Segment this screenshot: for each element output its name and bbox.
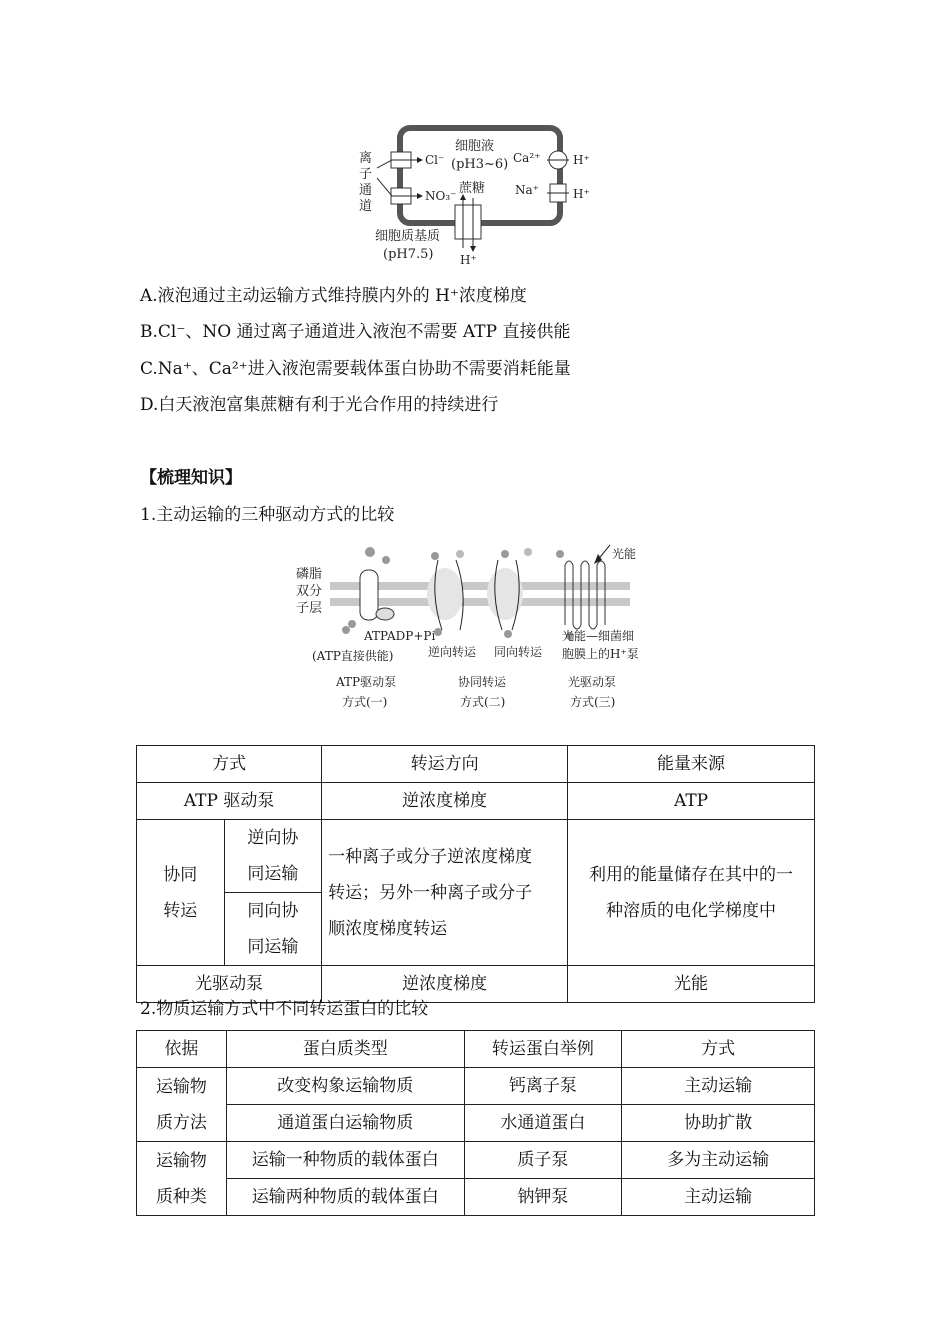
co-energy-text: 利用的能量储存在其中的一种溶质的电化学梯度中	[589, 864, 794, 921]
table-row	[137, 746, 815, 783]
light-note-2: 胞膜上的H⁺泵	[562, 647, 639, 661]
atp-adp-label: ATPADP+Pi	[364, 629, 436, 643]
table-cell: 逆浓度梯度	[322, 783, 568, 820]
light-note-1: 光能—细菌细	[562, 629, 635, 643]
h-label-mid: H⁺	[573, 187, 590, 201]
caption-2-line1: 协同转运	[458, 675, 507, 689]
co-direction-cell	[322, 820, 568, 966]
table-cell: ATP	[568, 783, 815, 820]
table-cell: ATP 驱动泵	[137, 783, 322, 820]
vacuole-diagram	[355, 120, 605, 270]
table-header-cell: 转运方向	[322, 746, 568, 783]
co-direction-text: 一种离子或分子逆浓度梯度转运；另外一种离子或分子顺浓度梯度转运	[328, 846, 533, 939]
caption-3-line1: 光驱动泵	[568, 675, 617, 689]
active-transport-diagram	[290, 540, 670, 715]
section-title: 【梳理知识】	[140, 468, 242, 488]
atp-note: (ATP直接供能)	[312, 649, 394, 663]
sucrose-label: 蔗糖	[459, 181, 486, 196]
transport-protein-table	[136, 1030, 815, 1216]
no3-label: NO₃⁻	[425, 189, 457, 203]
option-a: A.液泡通过主动运输方式维持膜内外的 H⁺浓度梯度	[140, 286, 527, 306]
table-header-cell: 能量来源	[568, 746, 815, 783]
caption-2-line2: 方式(二)	[460, 695, 506, 709]
table-cell: 钙离子泵	[464, 1068, 622, 1105]
table-cell: 运输两种物质的载体蛋白	[226, 1179, 464, 1216]
driving-modes-table	[136, 745, 815, 1003]
matrix-label: 细胞质基质	[375, 229, 441, 244]
table-row	[137, 1179, 815, 1216]
cell-line: 质种类	[155, 1186, 207, 1207]
bilayer-label-1: 磷脂	[296, 567, 323, 582]
table-header-cell: 蛋白质类型	[226, 1031, 464, 1068]
caption-3-line2: 方式(三)	[570, 695, 616, 709]
table-row	[137, 1105, 815, 1142]
group-label	[137, 1142, 227, 1216]
cell-line: 运输物	[155, 1076, 207, 1097]
h-label-top: H⁺	[573, 153, 590, 167]
table-row	[137, 1031, 815, 1068]
table-header-cell: 依据	[137, 1031, 227, 1068]
co-sub-same	[224, 893, 322, 966]
table-cell: 协助扩散	[622, 1105, 815, 1142]
cell-line: 逆向协	[247, 828, 299, 848]
cl-label: Cl⁻	[425, 153, 445, 167]
cell-sap-ph: (pH3~6)	[451, 157, 509, 172]
table-cell: 改变构象运输物质	[226, 1068, 464, 1105]
table-header-cell: 方式	[622, 1031, 815, 1068]
table-cell: 钠钾泵	[464, 1179, 622, 1216]
table-cell: 质子泵	[464, 1142, 622, 1179]
cell-line: 质方法	[155, 1112, 207, 1133]
group-label	[137, 1068, 227, 1142]
channel-label-1: 离	[359, 151, 373, 166]
table-cell: 多为主动运输	[622, 1142, 815, 1179]
caption-1-line2: 方式(一)	[342, 695, 388, 709]
bilayer-label-2: 双分	[296, 584, 323, 599]
co-energy-cell	[568, 820, 815, 966]
cell-sap-label: 细胞液	[455, 139, 495, 154]
light-label: 光能	[612, 547, 637, 561]
table-cell: 逆浓度梯度	[322, 966, 568, 1003]
co-sub-reverse	[224, 820, 322, 893]
option-c: C.Na⁺、Ca²⁺进入液泡需要载体蛋白协助不需要消耗能量	[140, 359, 571, 379]
cell-line: 同运输	[247, 864, 299, 884]
co-transport-label-line: 协同	[163, 864, 198, 885]
table-cell: 水通道蛋白	[464, 1105, 622, 1142]
table-cell: 通道蛋白运输物质	[226, 1105, 464, 1142]
bilayer-label-3: 子层	[296, 601, 323, 616]
channel-label-2: 子	[359, 167, 373, 182]
co-transport-label-line: 转运	[163, 900, 198, 921]
cell-line: 同向协	[247, 901, 299, 921]
co-transport-label	[137, 820, 225, 966]
same-transport-label: 同向转运	[494, 645, 543, 659]
table-row	[137, 1068, 815, 1105]
table-cell: 主动运输	[622, 1068, 815, 1105]
cell-line: 同运输	[247, 937, 299, 957]
caption-1-line1: ATP驱动泵	[336, 675, 397, 689]
option-b: B.Cl⁻、NO 通过离子通道进入液泡不需要 ATP 直接供能	[140, 322, 571, 342]
na-label: Na⁺	[515, 183, 539, 197]
h-label-bottom: H⁺	[460, 253, 477, 267]
table-header-cell: 方式	[137, 746, 322, 783]
item1-title: 1.主动运输的三种驱动方式的比较	[140, 505, 395, 525]
option-d: D.白天液泡富集蔗糖有利于光合作用的持续进行	[140, 395, 499, 415]
cell-line: 运输物	[155, 1150, 207, 1171]
ca-label: Ca²⁺	[513, 151, 541, 165]
table-row	[137, 820, 815, 893]
item2-title: 2.物质运输方式中不同转运蛋白的比较	[140, 999, 429, 1019]
channel-label-3: 通	[359, 183, 373, 198]
matrix-ph: (pH7.5)	[383, 247, 434, 262]
table-cell: 光驱动泵	[137, 966, 322, 1003]
table-cell: 光能	[568, 966, 815, 1003]
table-row	[137, 1142, 815, 1179]
table-cell: 主动运输	[622, 1179, 815, 1216]
reverse-transport-label: 逆向转运	[428, 645, 477, 659]
table-row	[137, 783, 815, 820]
table-cell: 运输一种物质的载体蛋白	[226, 1142, 464, 1179]
channel-label-4: 道	[359, 199, 373, 214]
table-header-cell: 转运蛋白举例	[464, 1031, 622, 1068]
